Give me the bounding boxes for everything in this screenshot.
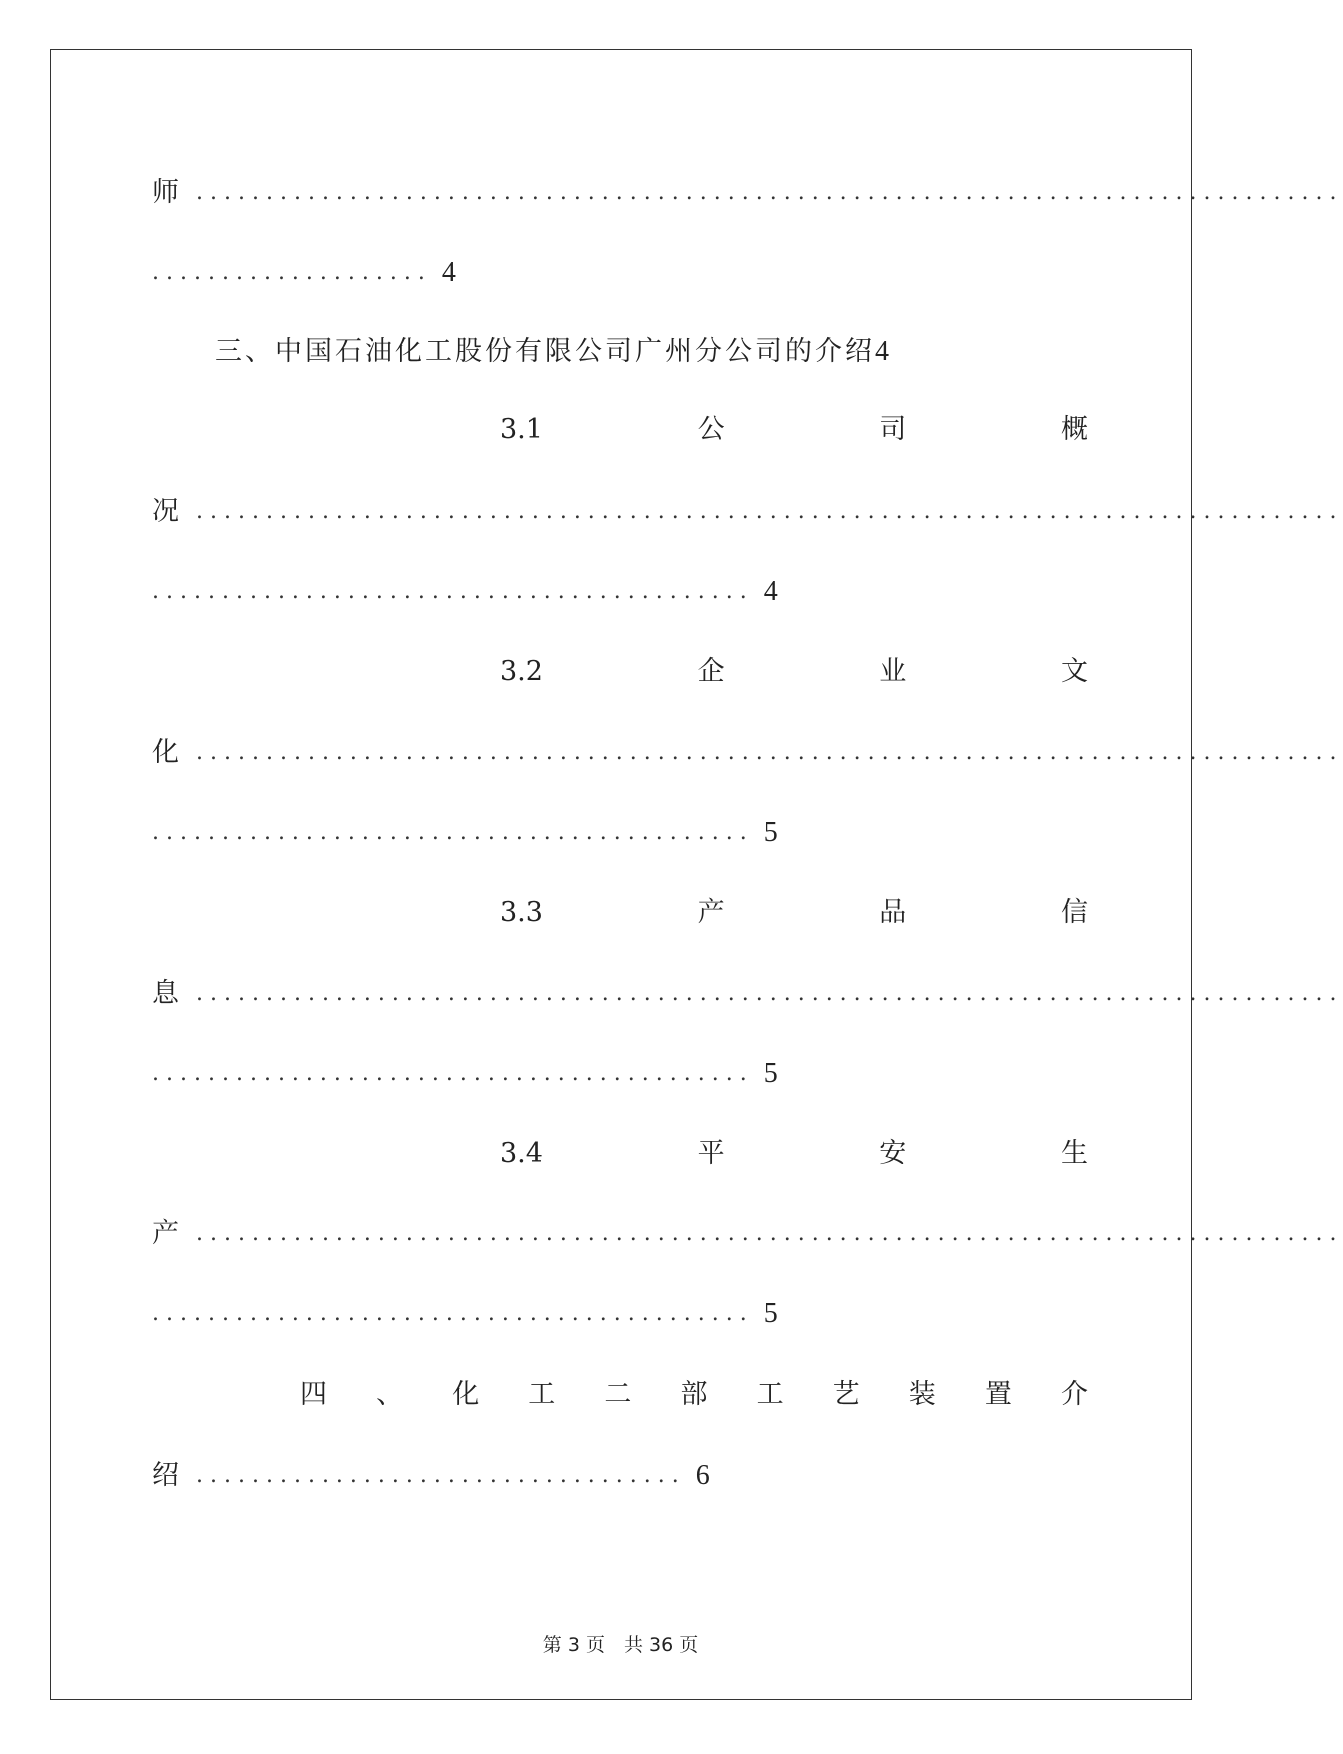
toc-section-char: 部 [680,1379,708,1410]
toc-entry-2-5-line2[interactable] [152,253,1102,293]
toc-tail-char: 绍 [152,1460,179,1491]
toc-sub-char: 信 [1060,897,1088,928]
toc-entry-2-5-line1 [152,173,1343,213]
dot-leader: ................................... [196,1463,686,1488]
toc-section-char: 二 [604,1379,632,1410]
dot-leader: .................................................................................. [196,180,1343,205]
toc-sub-3-1-line1[interactable] [500,410,1088,450]
dot-leader: .................................................................................. [196,499,1343,524]
dot-leader: ........................................... [152,1061,754,1086]
toc-sub-char: 业 [879,656,907,687]
toc-sub-char: 平 [697,1138,725,1169]
dot-leader: ........................................... [152,579,754,604]
dot-leader: .................................................................................. [196,1221,1343,1246]
dot-leader: ........................................... [152,1301,754,1326]
toc-page-number: 4 [875,336,892,367]
toc-sub-3-2-line1[interactable] [500,652,1088,692]
toc-sub-number: 3.2 [500,656,543,687]
toc-sub-3-1-line3 [152,572,1102,612]
toc-section-3[interactable] [215,332,1165,372]
toc-sub-3-3-line2 [152,974,1343,1014]
toc-tail-char: 况 [152,496,179,527]
toc-sub-char: 安 [879,1138,907,1169]
dot-leader: .................................................................................. [196,981,1343,1006]
dot-leader: ........................................... [152,820,754,845]
dot-leader: .................... [152,260,432,285]
toc-page-number: 5 [763,817,778,848]
toc-sub-char: 司 [879,414,907,445]
toc-sub-char: 概 [1060,414,1088,445]
toc-section-char: 装 [908,1379,936,1410]
page-border [50,49,1192,1700]
toc-section-4-line1[interactable] [300,1375,1088,1415]
dot-leader: .................................................................................. [196,740,1343,765]
toc-tail-char: 化 [152,737,179,768]
toc-sub-char: 生 [1060,1138,1088,1169]
toc-tail-char: 息 [152,978,179,1009]
toc-tail-char: 师 [152,177,179,208]
toc-sub-3-2-line3 [152,813,1102,853]
toc-page-number: 6 [695,1460,710,1491]
toc-sub-char: 品 [879,897,907,928]
toc-sub-3-3-line1[interactable] [500,893,1088,933]
toc-section-char: 、 [376,1379,404,1410]
toc-page-number: 5 [763,1298,778,1329]
toc-section-char: 化 [452,1379,480,1410]
toc-sub-char: 企 [697,656,725,687]
toc-sub-number: 3.1 [500,414,543,445]
toc-sub-3-2-line2 [152,733,1343,773]
toc-page-number: 4 [441,257,456,288]
toc-section-char: 艺 [832,1379,860,1410]
page-footer: 第 3 页 共 36 页 [542,1634,699,1656]
toc-sub-number: 3.3 [500,897,543,928]
toc-sub-3-3-line3 [152,1054,1102,1094]
toc-tail-char: 产 [152,1218,179,1249]
toc-section-char: 工 [528,1379,556,1410]
toc-section-title: 三、中国石油化工股份有限公司广州分公司的介绍 [215,336,875,367]
toc-sub-number: 3.4 [500,1138,543,1169]
toc-sub-char: 文 [1060,656,1088,687]
toc-section-4-line2 [152,1456,1102,1496]
toc-section-char: 工 [756,1379,784,1410]
toc-sub-3-4-line1[interactable] [500,1134,1088,1174]
toc-sub-char: 公 [697,414,725,445]
toc-sub-3-4-line3 [152,1294,1102,1334]
toc-sub-char: 产 [697,897,725,928]
toc-page-number: 4 [763,576,778,607]
toc-sub-3-1-line2 [152,492,1343,532]
toc-page-number: 5 [763,1058,778,1089]
toc-section-char: 介 [1060,1379,1088,1410]
toc-section-char: 置 [984,1379,1012,1410]
toc-section-char: 四 [300,1379,327,1410]
toc-sub-3-4-line2 [152,1214,1343,1254]
